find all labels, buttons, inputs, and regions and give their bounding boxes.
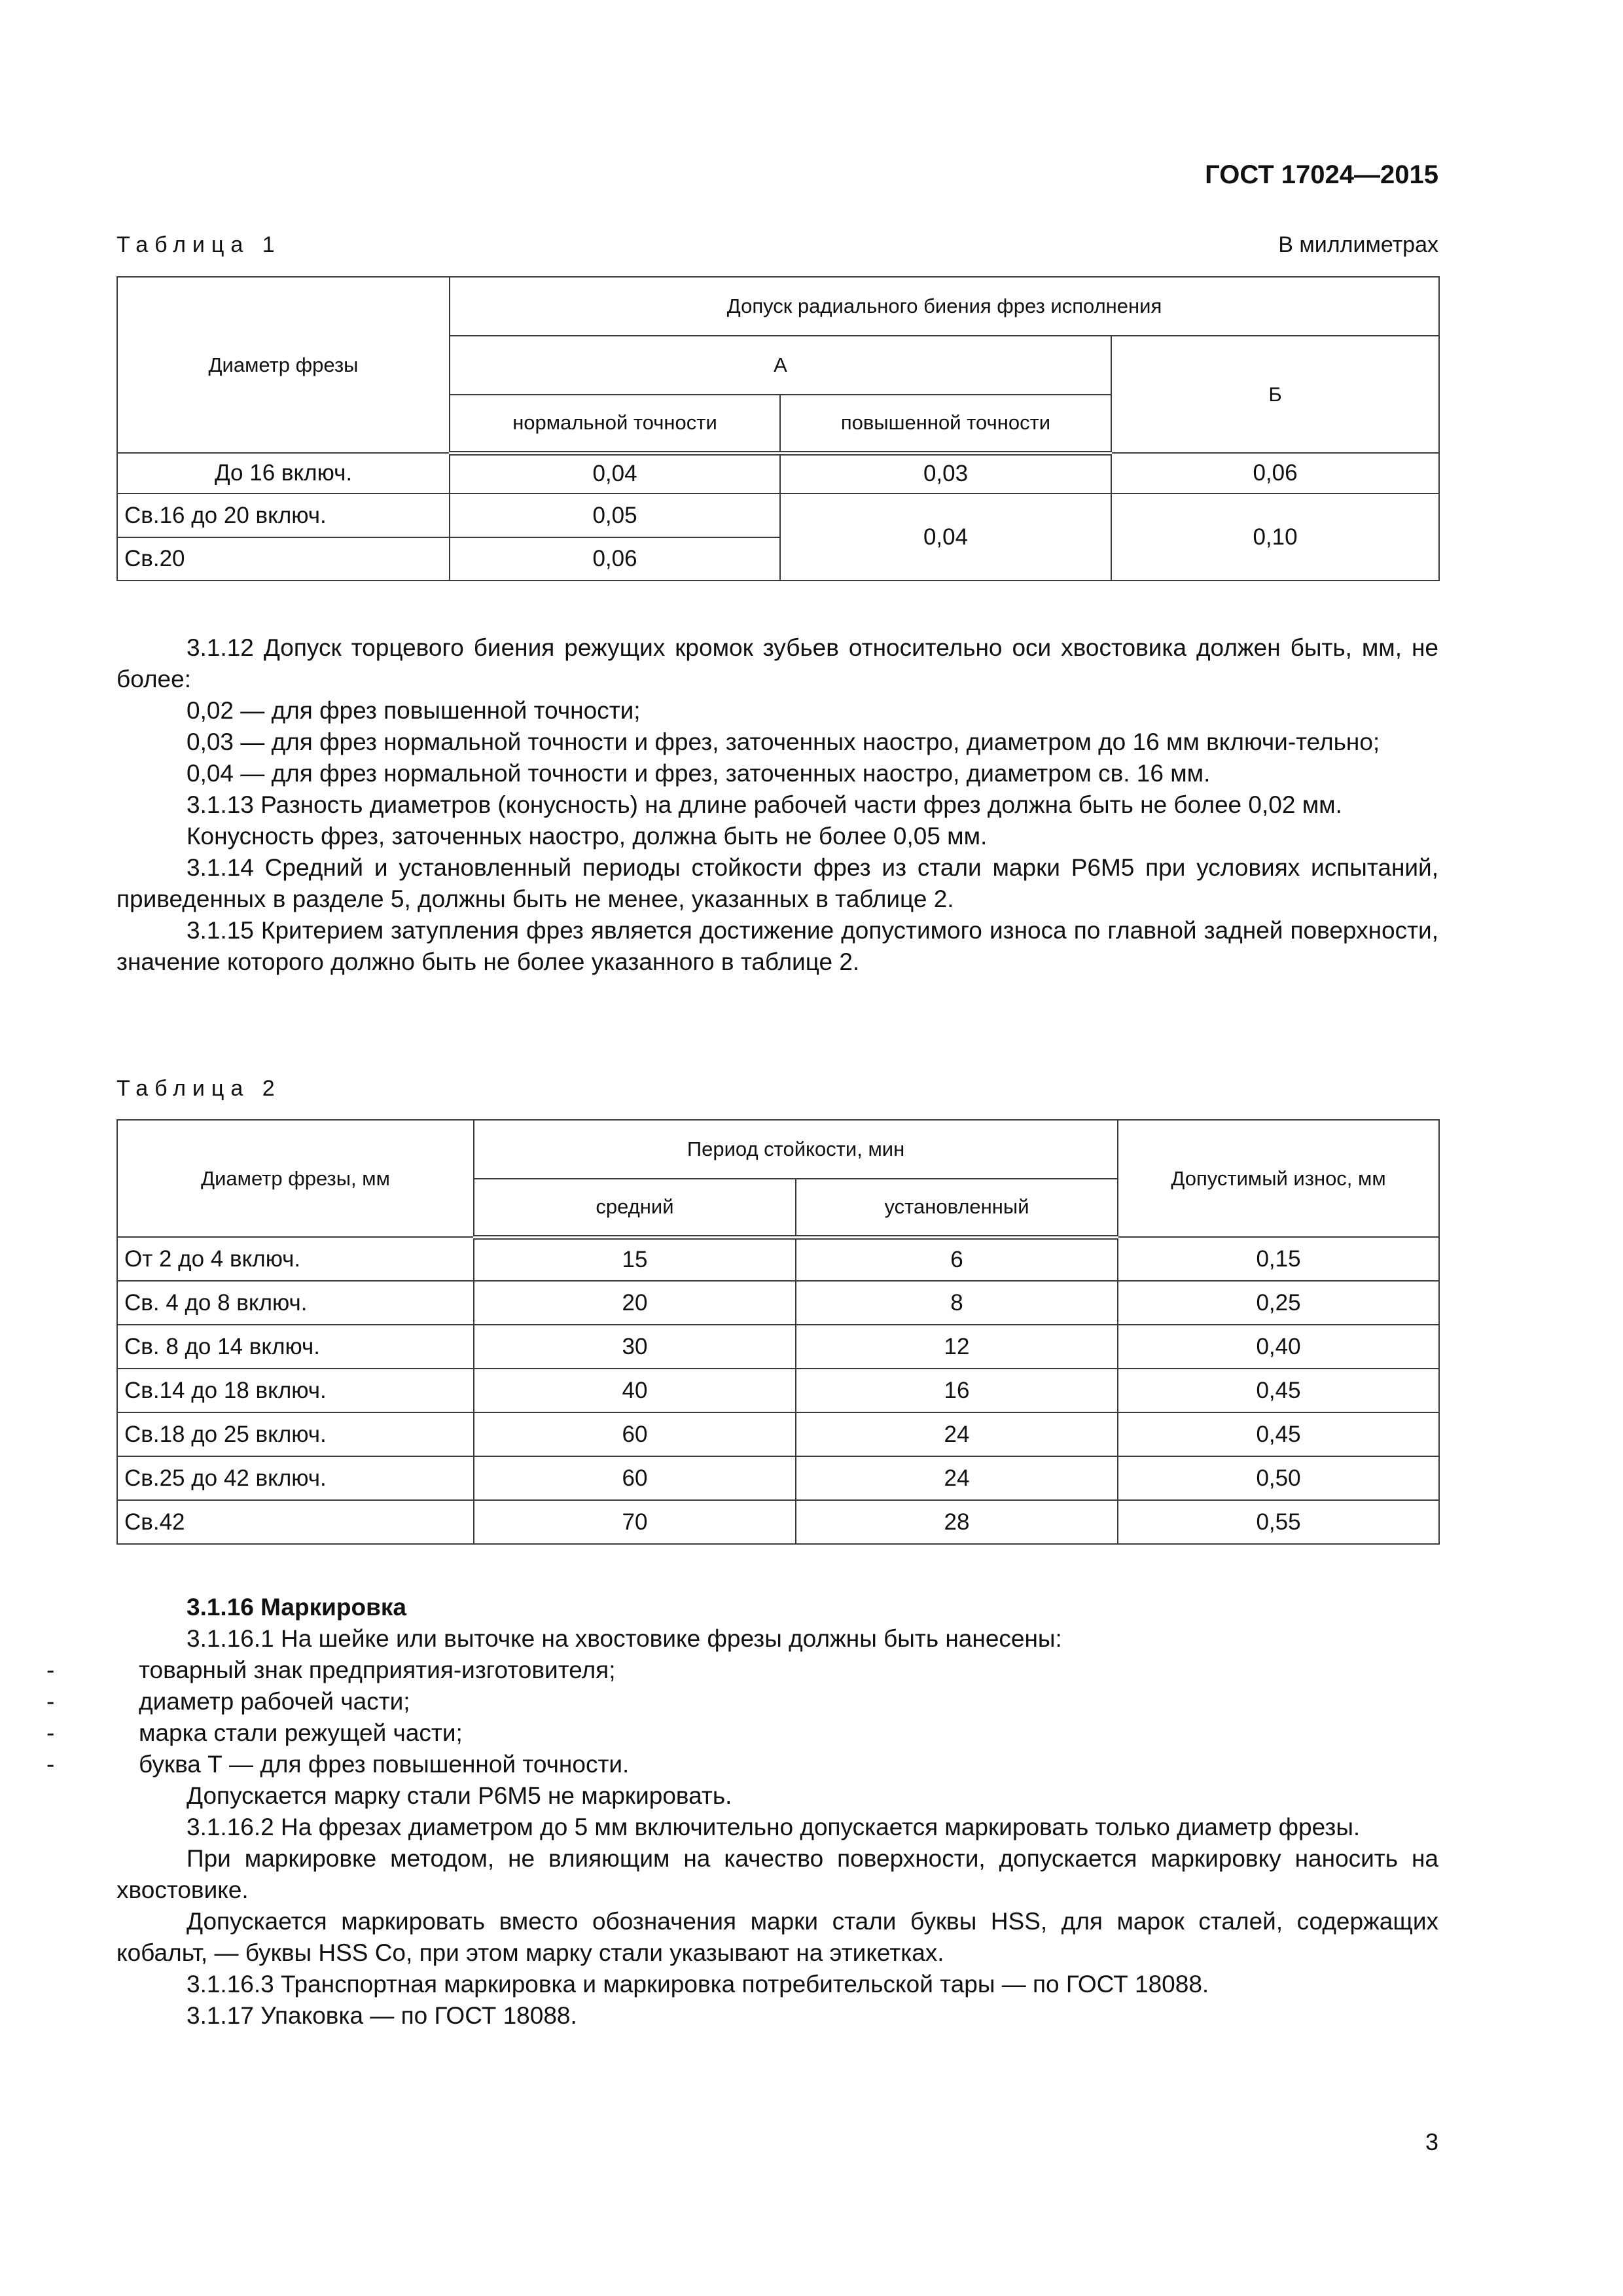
table-cell: 12 bbox=[796, 1325, 1118, 1369]
table-1 bbox=[116, 276, 1440, 581]
table-2 bbox=[116, 1119, 1440, 1545]
clause-3-1-15: 3.1.15 Критерием затупления фрез является достижение допустимого износа по главной задней поверхности, значение которого должно быть не более указанного в таблице 2. bbox=[116, 917, 1438, 975]
table-cell: 60 bbox=[474, 1412, 796, 1456]
table-cell: 0,55 bbox=[1118, 1500, 1439, 1544]
table-cell: 0,03 bbox=[780, 453, 1111, 493]
list-item bbox=[46, 1749, 1438, 1780]
table-cell: Св.20 bbox=[117, 537, 450, 581]
paragraph: Конусность фрез, заточенных наостро, должна быть не более 0,05 мм. bbox=[187, 823, 988, 850]
table-2-caption: Таблица 2 bbox=[116, 1076, 281, 1101]
table-row bbox=[117, 1325, 1439, 1369]
list-item-text: товарный знак предприятия-изготовителя; bbox=[139, 1657, 616, 1683]
list-item bbox=[46, 1655, 1438, 1686]
table-cell: Св.25 до 42 включ. bbox=[117, 1456, 474, 1500]
table-row bbox=[117, 1500, 1439, 1544]
dash-marker: - bbox=[46, 1719, 55, 1746]
table-cell: 0,50 bbox=[1118, 1456, 1439, 1500]
list-item-text: буква Т — для фрез повышенной точности. bbox=[139, 1751, 630, 1778]
table-2-header-wear: Допустимый износ, мм bbox=[1118, 1120, 1439, 1237]
paragraph: При маркировке методом, не влияющим на качество поверхности, допускается маркировку наносить на хвостовике. bbox=[116, 1845, 1438, 1903]
table-cell: 0,05 bbox=[450, 493, 780, 537]
table-row bbox=[117, 453, 1439, 493]
table-1-header-b: Б bbox=[1111, 336, 1439, 453]
clause-3-1-12: 3.1.12 Допуск торцевого биения режущих кромок зубьев относительно оси хвостовика должен быть, мм, не более: bbox=[116, 634, 1438, 692]
clause-3-1-16-2: 3.1.16.2 На фрезах диаметром до 5 мм включительно допускается маркировать только диаметр фрезы. bbox=[187, 1814, 1361, 1840]
table-cell: Св. 8 до 14 включ. bbox=[117, 1325, 474, 1369]
table-2-header-mean: средний bbox=[474, 1179, 796, 1237]
table-cell: 0,06 bbox=[1111, 453, 1439, 493]
table-cell: 0,04 bbox=[780, 493, 1111, 581]
table-row bbox=[117, 1456, 1439, 1500]
table-row bbox=[117, 1369, 1439, 1412]
table-cell: 28 bbox=[796, 1500, 1118, 1544]
list-item: 0,04 — для фрез нормальной точности и фрез, заточенных наостро, диаметром св. 16 мм. bbox=[187, 760, 1211, 787]
list-item-text: диаметр рабочей части; bbox=[139, 1688, 410, 1715]
paragraph: Допускается марку стали Р6М5 не маркировать. bbox=[187, 1782, 732, 1809]
table-1-header-a: А bbox=[450, 336, 1111, 395]
table-1-caption: Таблица 1 bbox=[116, 232, 281, 257]
table-cell: 70 bbox=[474, 1500, 796, 1544]
table-cell: 15 bbox=[474, 1237, 796, 1281]
paragraph: Допускается маркировать вместо обозначения марки стали буквы HSS, для марок сталей, содержащих кобальт, — буквы HSS Co, при этом марку стали указывают на этикетках. bbox=[116, 1908, 1438, 1966]
table-1-header-diameter: Диаметр фрезы bbox=[117, 277, 450, 453]
table-cell: Св.18 до 25 включ. bbox=[117, 1412, 474, 1456]
clause-3-1-13: 3.1.13 Разность диаметров (конусность) на длине рабочей части фрез должна быть не более 0,02 мм. bbox=[187, 791, 1342, 818]
clause-3-1-17: 3.1.17 Упаковка — по ГОСТ 18088. bbox=[187, 2002, 577, 2029]
table-cell: 40 bbox=[474, 1369, 796, 1412]
table-cell: Св.42 bbox=[117, 1500, 474, 1544]
clause-3-1-14: 3.1.14 Средний и установленный периоды стойкости фрез из стали марки Р6М5 при условиях испытаний, приведенных в разделе 5, должны быть не менее, указанных в таблице 2. bbox=[116, 854, 1438, 912]
table-cell: 0,25 bbox=[1118, 1281, 1439, 1325]
table-cell: До 16 включ. bbox=[117, 453, 450, 493]
table-2-header-diameter: Диаметр фрезы, мм bbox=[117, 1120, 474, 1237]
table-cell: Св.14 до 18 включ. bbox=[117, 1369, 474, 1412]
dash-marker: - bbox=[46, 1688, 55, 1715]
dash-marker: - bbox=[46, 1657, 55, 1683]
list-item: 0,03 — для фрез нормальной точности и фрез, заточенных наостро, диаметром до 16 мм включи-тельно; bbox=[187, 728, 1380, 755]
table-cell: От 2 до 4 включ. bbox=[117, 1237, 474, 1281]
clause-text-block-2 bbox=[46, 1592, 1438, 2032]
table-cell: Св.16 до 20 включ. bbox=[117, 493, 450, 537]
table-row bbox=[117, 1237, 1439, 1281]
list-item bbox=[46, 1717, 1438, 1749]
table-cell: 24 bbox=[796, 1456, 1118, 1500]
table-cell: 6 bbox=[796, 1237, 1118, 1281]
table-1-header-tolerance: Допуск радиального биения фрез исполнения bbox=[450, 277, 1439, 336]
clause-3-1-16-1: 3.1.16.1 На шейке или выточке на хвостовике фрезы должны быть нанесены: bbox=[187, 1625, 1062, 1652]
list-item bbox=[46, 1686, 1438, 1717]
table-cell: 0,04 bbox=[450, 453, 780, 493]
list-item-text: марка стали режущей части; bbox=[139, 1719, 463, 1746]
clause-text-block-1 bbox=[116, 632, 1438, 978]
table-1-units: В миллиметрах bbox=[1278, 232, 1438, 257]
list-item: 0,02 — для фрез повышенной точности; bbox=[187, 697, 641, 724]
dash-marker: - bbox=[46, 1751, 55, 1778]
clause-3-1-16-3: 3.1.16.3 Транспортная маркировка и маркировка потребительской тары — по ГОСТ 18088. bbox=[187, 1971, 1209, 1998]
table-cell: 16 bbox=[796, 1369, 1118, 1412]
table-row bbox=[117, 493, 1439, 537]
table-cell: 0,45 bbox=[1118, 1369, 1439, 1412]
table-1-header-high: повышенной точности bbox=[780, 395, 1111, 453]
table-1-header-normal: нормальной точности bbox=[450, 395, 780, 453]
table-row bbox=[117, 1412, 1439, 1456]
table-cell: 0,15 bbox=[1118, 1237, 1439, 1281]
table-cell: 20 bbox=[474, 1281, 796, 1325]
table-cell: 30 bbox=[474, 1325, 796, 1369]
table-cell: 0,10 bbox=[1111, 493, 1439, 581]
table-2-header-set: установленный bbox=[796, 1179, 1118, 1237]
table-row bbox=[117, 1281, 1439, 1325]
table-cell: 8 bbox=[796, 1281, 1118, 1325]
document-designation: ГОСТ 17024—2015 bbox=[1205, 160, 1438, 189]
table-cell: 0,06 bbox=[450, 537, 780, 581]
table-cell: 60 bbox=[474, 1456, 796, 1500]
table-2-header-period: Период стойкости, мин bbox=[474, 1120, 1118, 1179]
table-cell: Св. 4 до 8 включ. bbox=[117, 1281, 474, 1325]
table-cell: 0,40 bbox=[1118, 1325, 1439, 1369]
page-number: 3 bbox=[1425, 2128, 1438, 2155]
table-cell: 0,45 bbox=[1118, 1412, 1439, 1456]
table-cell: 24 bbox=[796, 1412, 1118, 1456]
section-heading-marking: 3.1.16 Маркировка bbox=[187, 1594, 406, 1621]
